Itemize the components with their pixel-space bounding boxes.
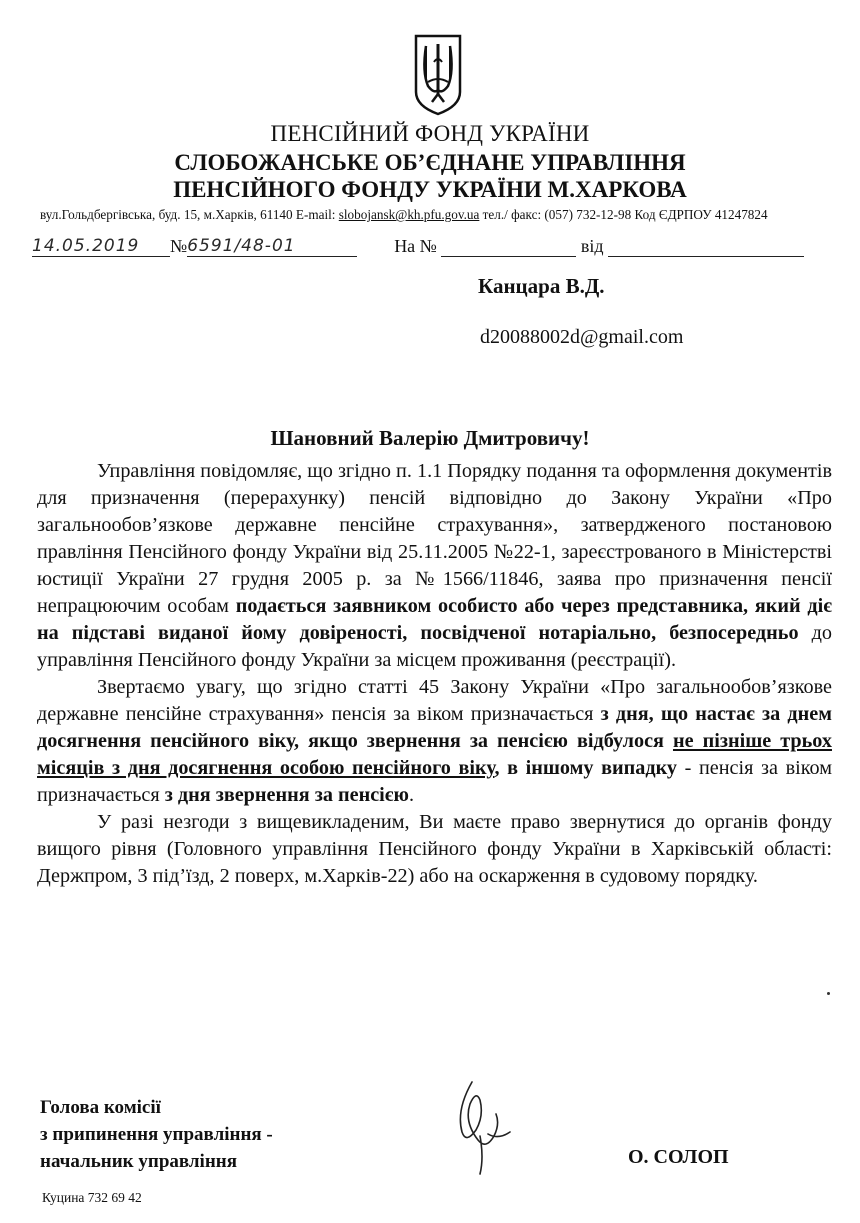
salutation: Шановний Валерію Дмитровичу! xyxy=(270,426,590,450)
paragraph-2: Звертаємо увагу, що згідно статті 45 Закону України «Про загальнообов’язкове державне пенсійне страхування» пенсія за віком призначається з дня, що настає за днем досягнення пенсійного віку, якщо звернення за пенсією відбулося не пізніше трьох місяців з дня досягнення особою пенсійного віку, в іншому випадку - пенсія за віком призначається з дня звернення за пенсією. xyxy=(37,676,832,806)
org-name-line2: СЛОБОЖАНСЬКЕ ОБ’ЄДНАНЕ УПРАВЛІННЯ xyxy=(174,150,686,175)
address-prefix: вул.Гольдбергівська, буд. 15, м.Харків, 61140 E-mail: xyxy=(40,207,339,222)
letter-body xyxy=(37,458,832,890)
outgoing-date: 14.05.2019 xyxy=(32,236,170,257)
signatory-title-line2: з припинення управління - xyxy=(40,1124,273,1145)
recipient-email[interactable]: d20088002d@gmail.com xyxy=(480,326,684,348)
from-date-blank xyxy=(608,236,804,257)
address-suffix: тел./ факс: (057) 732-12-98 Код ЄДРПОУ 41247824 xyxy=(479,207,768,222)
to-number-label: На № xyxy=(394,236,437,256)
paragraph-3: У разі незгоди з вищевикладеним, Ви маєте право звернутися до органів фонду вищого рівня (Головного управління Пенсійного фонду України в Харківській області: Держпром, 3 під’їзд, 2 поверх, м.Харків-22) або на оскарження в судовому порядку. xyxy=(37,811,832,887)
to-number-blank xyxy=(441,236,576,257)
handwritten-signature-icon xyxy=(450,1070,520,1180)
org-name-line1: ПЕНСІЙНИЙ ФОНД УКРАЇНИ xyxy=(270,121,590,146)
reference-line xyxy=(32,236,832,266)
signatory-title-line1: Голова комісії xyxy=(40,1097,161,1118)
paragraph-1: Управління повідомляє, що згідно п. 1.1 Порядку подання та оформлення документів для призначення (перерахунку) пенсій відповідно до Закону України «Про загальнообов’язкове державне пенсійне страхування», затвердженого постановою правління Пенсійного фонду України від 25.11.2005 №22-1, зареєстрованого в Міністерстві юстиції України 27 грудня 2005 р. за №1566/11846, заява про призначення пенсії непрацюючим особам подається заявником особисто або через представника, який діє на підставі виданої йому довіреності, посвідченої нотаріально, безпосередньо до управління Пенсійного фонду України за місцем проживання (реєстрації). xyxy=(37,460,832,671)
trident-emblem-icon xyxy=(412,32,464,116)
from-label: від xyxy=(580,236,604,256)
recipient-name: Канцара В.Д. xyxy=(478,274,605,298)
signer-name: О. СОЛОП xyxy=(628,1146,729,1168)
org-name-line3: ПЕНСІЙНОГО ФОНДУ УКРАЇНИ М.ХАРКОВА xyxy=(173,177,687,202)
stray-dot xyxy=(827,992,830,995)
outgoing-number: 6591/48-01 xyxy=(187,236,357,257)
address-email-link[interactable]: slobojansk@kh.pfu.gov.ua xyxy=(338,207,480,222)
org-address xyxy=(40,207,830,223)
signatory-title xyxy=(40,1094,273,1175)
signatory-title-line3: начальник управління xyxy=(40,1151,238,1172)
number-sign: № xyxy=(170,236,188,256)
executor-contact: Куцина 732 69 42 xyxy=(42,1190,142,1205)
